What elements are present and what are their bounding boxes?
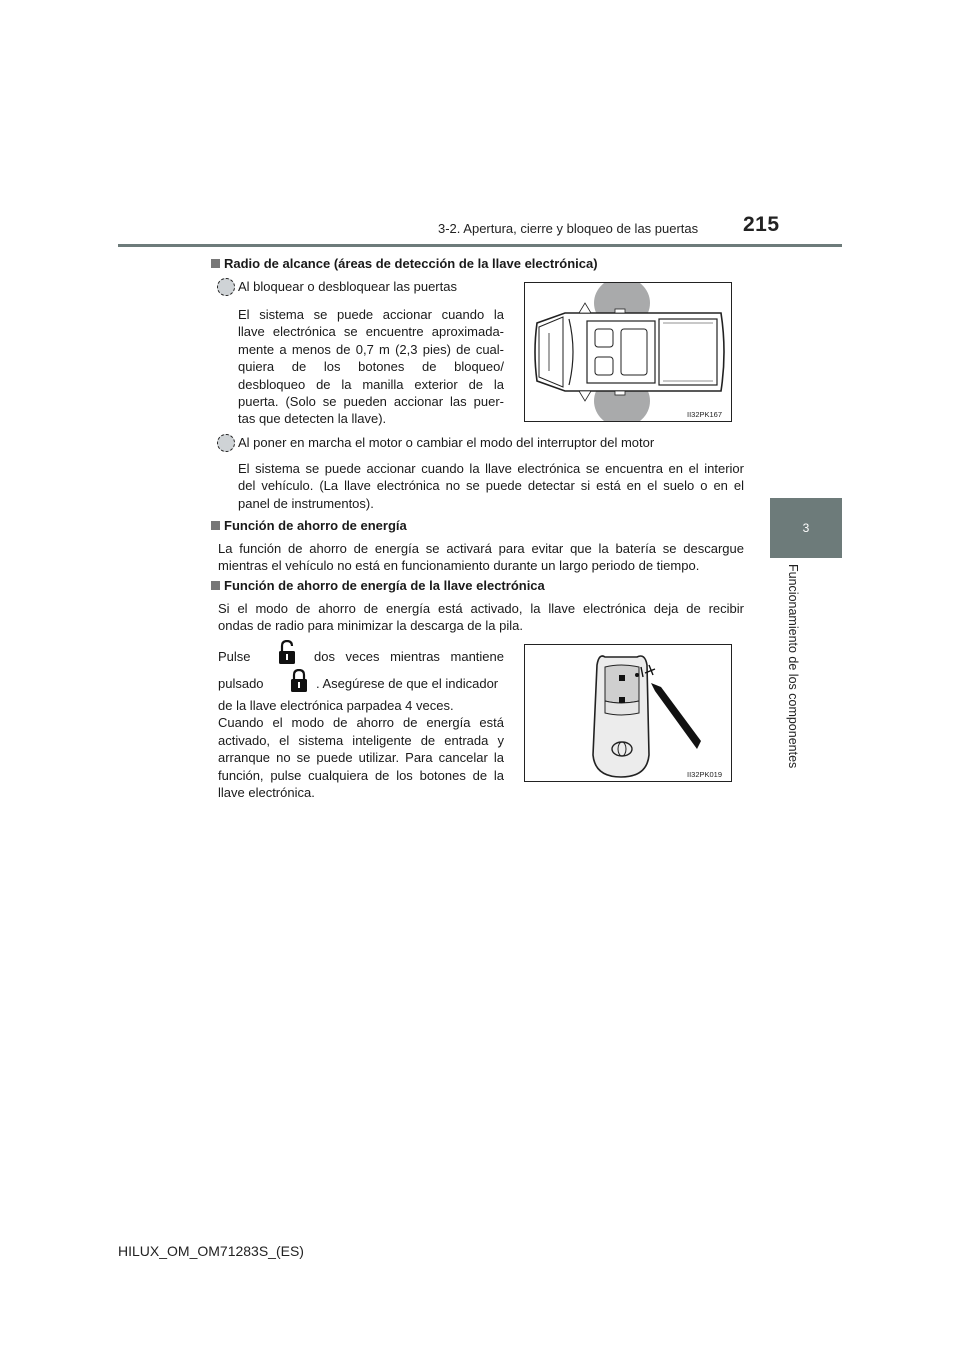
held-word: pulsado bbox=[218, 676, 264, 691]
text-line: El sistema se puede accionar cuando la llave electrónica se encuentra en el interior bbox=[238, 461, 744, 476]
unlock-icon bbox=[278, 640, 296, 666]
section-heading-range bbox=[211, 256, 598, 271]
dashed-circle-icon bbox=[217, 434, 235, 452]
text-line: La función de ahorro de energía se activará para evitar que la batería se descargue bbox=[218, 541, 744, 556]
item2-title: Al poner en marcha el motor o cambiar el modo del interruptor del motor bbox=[238, 435, 655, 450]
pulse-rest: dos veces mientras mantiene bbox=[314, 649, 504, 664]
footer-document-code: HILUX_OM_OM71283S_(ES) bbox=[118, 1243, 304, 1259]
pulse-word: Pulse bbox=[218, 649, 251, 664]
figure-smart-key bbox=[524, 644, 732, 782]
held-rest: . Asegúrese de que el indicador bbox=[316, 676, 499, 691]
text-line: de la llave electrónica parpadea 4 veces. bbox=[218, 698, 454, 713]
text-line: mente a menos de 0,7 m (2,3 pies) de cual- bbox=[238, 341, 504, 357]
figure-label: II32PK167 bbox=[687, 410, 723, 419]
text-line: activado, el sistema inteligente de entrada y bbox=[218, 732, 504, 748]
text-line: quiera de los botones de bloqueo/ bbox=[238, 359, 504, 375]
text-line: El sistema se puede accionar cuando la bbox=[238, 307, 504, 322]
item1-paragraph bbox=[238, 306, 504, 428]
text-line: arranque no se puede utilizar. Para cancelar la bbox=[218, 750, 504, 766]
text-line: panel de instrumentos). bbox=[238, 495, 374, 511]
running-header-title: 3-2. Apertura, cierre y bloqueo de las puertas bbox=[438, 221, 699, 236]
item1-title: Al bloquear o desbloquear las puertas bbox=[238, 279, 457, 294]
section-heading-power-save bbox=[211, 518, 407, 533]
heading-text: Radio de alcance (áreas de detección de la llave electrónica) bbox=[224, 256, 598, 271]
text-line: del vehículo. (La llave electrónica no se puede detectar si está en el suelo o en el bbox=[238, 478, 744, 494]
text-line: desbloqueo de la manilla exterior de la bbox=[238, 376, 504, 392]
text-line: mientras el vehículo no está en funcionamiento durante un largo periodo de tiempo. bbox=[218, 558, 700, 574]
text-line: puerta. (Solo se pueden accionar las puer- bbox=[238, 394, 504, 410]
figure-vehicle-detection-area bbox=[524, 282, 732, 422]
section2-paragraph bbox=[218, 540, 744, 575]
section-heading-key-power-save bbox=[211, 578, 545, 593]
text-line: función, pulse cualquiera de los botones de la bbox=[218, 767, 504, 783]
heading-text: Función de ahorro de energía bbox=[224, 518, 407, 533]
section3-body bbox=[218, 697, 504, 801]
square-bullet-icon bbox=[211, 521, 220, 530]
lock-icon bbox=[290, 669, 308, 693]
vehicle-top-view-illustration bbox=[525, 283, 731, 421]
header-rule bbox=[118, 244, 842, 247]
chapter-tab: 3 bbox=[770, 498, 842, 558]
figure-label: II32PK019 bbox=[687, 770, 723, 779]
square-bullet-icon bbox=[211, 259, 220, 268]
text-line: Si el modo de ahorro de energía está activado, la llave electrónica deja de recibir bbox=[218, 601, 744, 616]
text-line: llave electrónica. bbox=[218, 785, 315, 801]
text-line: ondas de radio para minimizar la descarga de la pila. bbox=[218, 618, 523, 634]
item2-paragraph bbox=[238, 460, 744, 512]
chapter-side-title: Funcionamiento de los componentes bbox=[786, 564, 800, 769]
text-line: Cuando el modo de ahorro de energía está bbox=[218, 715, 504, 731]
heading-text: Función de ahorro de energía de la llave electrónica bbox=[224, 578, 545, 593]
text-line: llave electrónica se encuentre aproximada- bbox=[238, 324, 504, 340]
smart-key-illustration bbox=[525, 645, 731, 781]
dashed-circle-icon bbox=[217, 278, 235, 296]
page-number: 215 bbox=[743, 213, 780, 236]
text-line: tas que detecten la llave). bbox=[238, 411, 387, 427]
square-bullet-icon bbox=[211, 581, 220, 590]
section3-paragraph bbox=[218, 600, 744, 635]
